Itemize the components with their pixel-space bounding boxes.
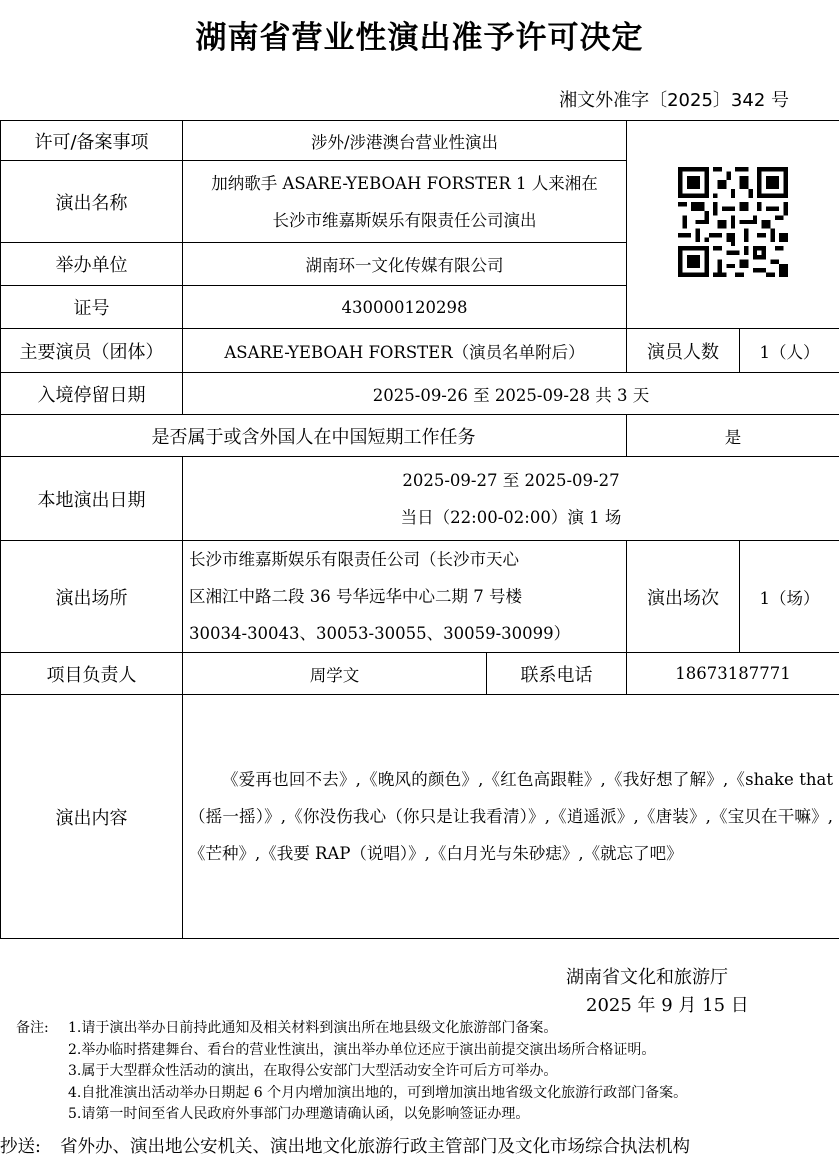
local-date-line-1: 2025-09-27 至 2025-09-27 bbox=[402, 470, 620, 490]
organizer-label: 举办单位 bbox=[1, 243, 183, 286]
qr-code-icon bbox=[678, 167, 788, 277]
issuing-org: 湖南省文化和旅游厅 bbox=[566, 967, 728, 988]
notes-block bbox=[16, 1018, 687, 1126]
content-value: 《爱再也回不去》,《晚风的颜色》,《红色高跟鞋》,《我好想了解》,《shake that（摇一摇）》,《你没伤我心（你只是让我看清）》,《逍遥派》,《唐装》,《宝贝在干嘛》,《芒种》,《我要 RAP（说唱）》,《白月光与朱砂痣》,《就忘了吧》 bbox=[183, 695, 839, 939]
performer-value: ASARE-YEBOAH FORSTER（演员名单附后） bbox=[183, 329, 627, 373]
show-name-line-2: 长沙市维嘉斯娱乐有限责任公司演出 bbox=[272, 210, 537, 230]
phone-label: 联系电话 bbox=[487, 653, 627, 695]
performer-label: 主要演员（团体） bbox=[1, 329, 183, 373]
manager-label: 项目负责人 bbox=[1, 653, 183, 695]
signature-block bbox=[566, 964, 749, 1020]
venue-label: 演出场所 bbox=[1, 541, 183, 653]
content-label: 演出内容 bbox=[1, 695, 183, 939]
note-item: 1.请于演出举办日前持此通知及相关材料到演出所在地县级文化旅游部门备案。 bbox=[68, 1020, 558, 1036]
venue-line-2: 区湘江中路二段 36 号华远华中心二期 7 号楼 bbox=[189, 587, 522, 606]
permit-item-value: 涉外/涉港澳台营业性演出 bbox=[183, 121, 627, 161]
permit-table bbox=[0, 120, 839, 939]
qr-code-cell bbox=[627, 121, 839, 329]
issue-date: 2025 年 9 月 15 日 bbox=[586, 995, 749, 1016]
local-date-line-2: 当日（22:00-02:00）演 1 场 bbox=[400, 507, 622, 527]
permit-item-label: 许可/备案事项 bbox=[1, 121, 183, 161]
work-task-label: 是否属于或含外国人在中国短期工作任务 bbox=[1, 415, 627, 457]
note-item: 3.属于大型群众性活动的演出，在取得公安部门大型活动安全许可后方可举办。 bbox=[68, 1063, 558, 1079]
cc-label: 抄送: bbox=[0, 1137, 41, 1157]
sessions-label: 演出场次 bbox=[627, 541, 740, 653]
manager-value: 周学文 bbox=[183, 653, 487, 695]
work-task-value: 是 bbox=[627, 415, 839, 457]
performer-count-value: 1（人） bbox=[740, 329, 839, 373]
local-date-label: 本地演出日期 bbox=[1, 457, 183, 541]
notes-label: 备注: bbox=[16, 1020, 49, 1036]
stay-period-label: 入境停留日期 bbox=[1, 373, 183, 415]
venue-line-3: 30034-30043、30053-30055、30059-30099） bbox=[189, 624, 571, 643]
local-date-value bbox=[183, 457, 839, 541]
note-item: 5.请第一时间至省人民政府外事部门办理邀请确认函，以免影响签证办理。 bbox=[68, 1106, 530, 1122]
show-name-line-1: 加纳歌手 ASARE-YEBOAH FORSTER 1 人来湘在 bbox=[211, 173, 598, 193]
venue-line-1: 长沙市维嘉斯娱乐有限责任公司（长沙市天心 bbox=[189, 550, 519, 569]
show-name-label: 演出名称 bbox=[1, 161, 183, 243]
document-number: 湘文外准字〔2025〕342 号 bbox=[559, 90, 789, 111]
performer-count-label: 演员人数 bbox=[627, 329, 740, 373]
note-item: 4.自批准演出活动举办日期起 6 个月内增加演出地的，可到增加演出地省级文化旅游行政部门备案。 bbox=[68, 1084, 688, 1101]
note-item: 2.举办临时搭建舞台、看台的营业性演出，演出举办单位还应于演出前提交演出场所合格证明。 bbox=[68, 1041, 656, 1058]
cc-value: 省外办、演出地公安机关、演出地文化旅游行政主管部门及文化市场综合执法机构 bbox=[60, 1137, 691, 1157]
cert-number-value: 430000120298 bbox=[183, 286, 627, 329]
organizer-value: 湖南环一文化传媒有限公司 bbox=[183, 243, 627, 286]
cc-line bbox=[0, 1133, 839, 1158]
show-name-value bbox=[183, 161, 627, 243]
page-title: 湖南省营业性演出准予许可决定 bbox=[195, 20, 644, 56]
venue-value bbox=[183, 541, 627, 653]
sessions-value: 1（场） bbox=[740, 541, 839, 653]
cert-number-label: 证号 bbox=[1, 286, 183, 329]
stay-period-value: 2025-09-26 至 2025-09-28 共 3 天 bbox=[183, 373, 839, 415]
phone-value: 18673187771 bbox=[627, 653, 839, 695]
